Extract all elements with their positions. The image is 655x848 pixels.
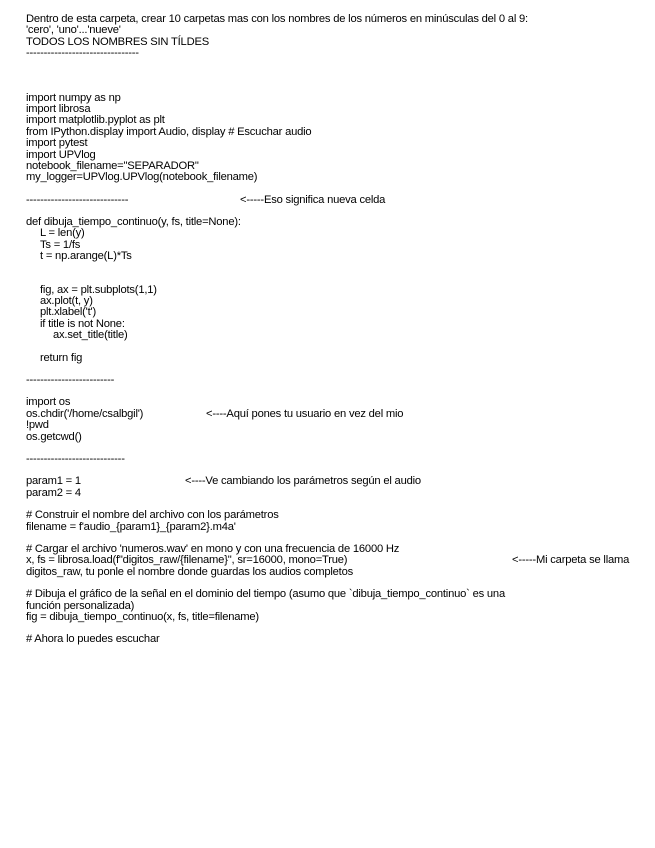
function-body-line: plt.xlabel('t') [40, 306, 96, 319]
intro-line-3: TODOS LOS NOMBRES SIN TÍLDES [26, 35, 209, 48]
draw-code: fig = dibuja_tiempo_continuo(x, fs, title=filename) [26, 610, 259, 623]
import-line: notebook_filename="SEPARADOR" [26, 159, 199, 172]
import-line: import librosa [26, 102, 91, 115]
function-body-line: L = len(y) [40, 227, 85, 240]
draw-comment-1: # Dibuja el gráfico de la señal en el dominio del tiempo (asumo que `dibuja_tiempo_continuo` es una [26, 588, 505, 601]
build-code: filename = f'audio_{param1}_{param2}.m4a' [26, 520, 236, 533]
load-comment: # Cargar el archivo 'numeros.wav' en mono y con una frecuencia de 16000 Hz [26, 542, 400, 555]
os-chdir: os.chdir('/home/csalbgil') [26, 407, 144, 420]
function-body-line: t = np.arange(L)*Ts [40, 250, 132, 263]
draw-comment-2: función personalizada) [26, 599, 135, 612]
cell-separator-row [26, 195, 648, 206]
function-body-line: Ts = 1/fs [40, 238, 81, 251]
import-line: from IPython.display import Audio, display # Escuchar audio [26, 125, 312, 138]
os-getcwd: os.getcwd() [26, 430, 82, 443]
os-chdir-note: <----Aquí pones tu usuario en vez del mio [206, 407, 404, 420]
param1-row [26, 476, 648, 487]
separator-3: ---------------------------- [26, 452, 125, 465]
cell-separator-note: <-----Eso significa nueva celda [240, 193, 386, 206]
os-chdir-row [26, 409, 648, 420]
intro-line-1: Dentro de esta carpeta, crear 10 carpetas mas con los nombres de los números en minúsculas del 0 al 9: [26, 13, 528, 25]
function-body-line: fig, ax = plt.subplots(1,1) [40, 283, 157, 296]
intro-separator: -------------------------------- [26, 47, 139, 60]
function-body-line: if title is not None: [40, 317, 125, 330]
function-return: return fig [40, 351, 83, 364]
param1: param1 = 1 [26, 475, 81, 488]
function-body-line: ax.plot(t, y) [40, 295, 93, 308]
listen-comment: # Ahora lo puedes escuchar [26, 633, 160, 646]
load-code: x, fs = librosa.load(f"digitos_raw/{filename}", sr=16000, mono=True) [26, 554, 348, 567]
param2: param2 = 4 [26, 486, 81, 499]
import-line: my_logger=UPVlog.UPVlog(notebook_filename) [26, 171, 258, 184]
param1-note: <----Ve cambiando los parámetros según el audio [185, 475, 421, 488]
document-body [26, 14, 648, 646]
import-line: import numpy as np [26, 91, 121, 104]
os-pwd: !pwd [26, 419, 49, 432]
separator-2: ------------------------- [26, 374, 115, 386]
import-line: import UPVlog [26, 148, 96, 161]
function-def: def dibuja_tiempo_continuo(y, fs, title=None): [26, 216, 241, 229]
os-import: import os [26, 396, 71, 409]
intro-line-2: 'cero', 'uno'...'nueve' [26, 24, 121, 37]
load-note: <-----Mi carpeta se llama [512, 554, 630, 567]
cell-separator-dashes: ----------------------------- [26, 193, 129, 206]
import-line: import matplotlib.pyplot as plt [26, 114, 165, 127]
build-comment: # Construir el nombre del archivo con los parámetros [26, 509, 279, 522]
function-inner-line: ax.set_title(title) [53, 329, 128, 342]
import-line: import pytest [26, 137, 88, 150]
load-continuation: digitos_raw, tu ponle el nombre donde guardas los audios completos [26, 565, 353, 578]
